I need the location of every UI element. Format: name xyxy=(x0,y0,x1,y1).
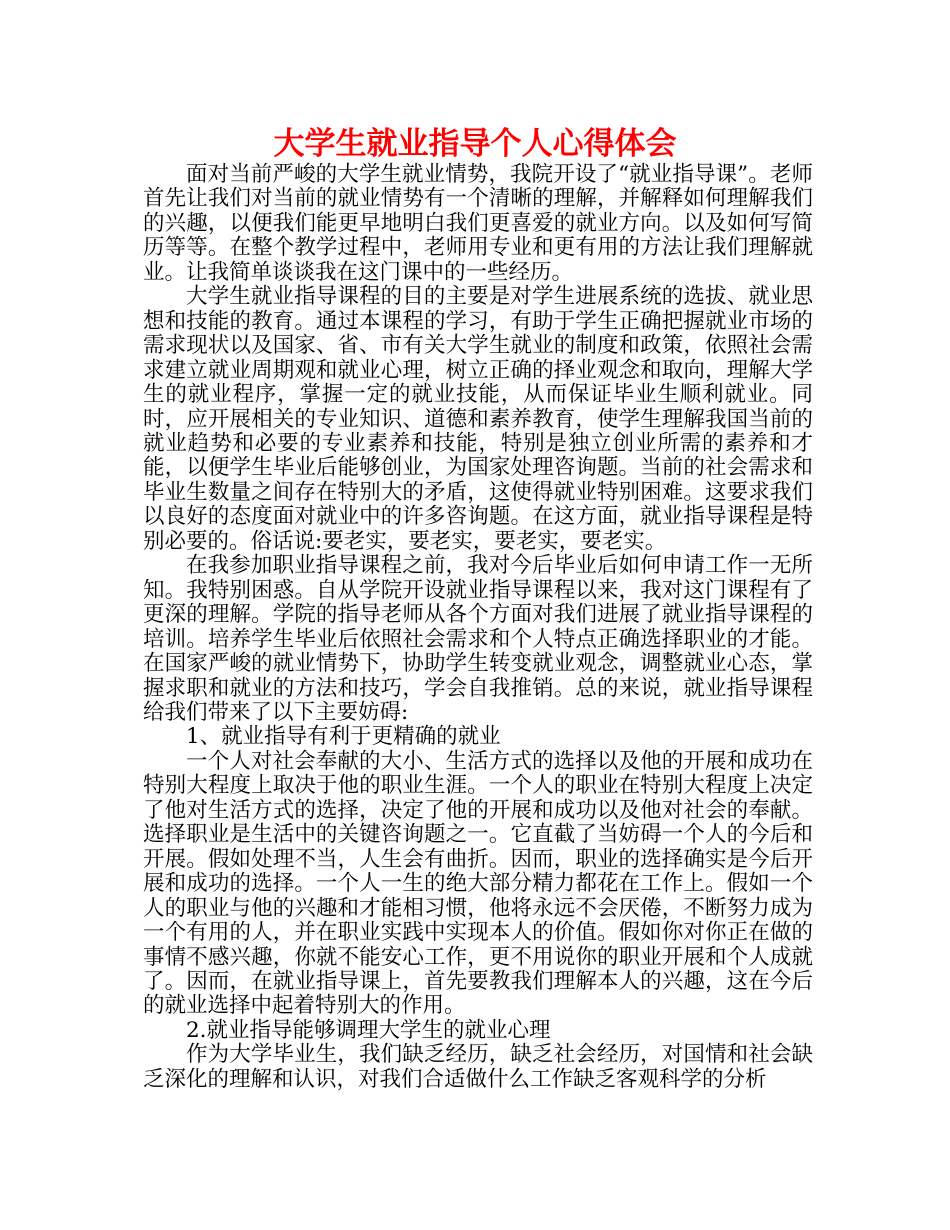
paragraph-career-choice: 一个人对社会奉献的大小、生活方式的选择以及他的开展和成功在特别大程度上取决于他的职业生涯。一个人的职业在特别大程度上决定了他对生活方式的选择，决定了他的开展和成功以及他对社会的奉献。选择职业是生活中的关键咨询题之一。它直截了当妨碍一个人的今后和开展。假如处理不当，人生会有曲折。因而，职业的选择确实是今后开展和成功的选择。一个人一生的绝大部分精力都花在工作上。假如一个人的职业与他的兴趣和才能相习惯，他将永远不会厌倦，不断努力成为一个有用的人，并在职业实践中实现本人的价值。假如你对你正在做的事情不感兴趣，你就不能安心工作，更不用说你的职业开展和个人成就了。因而，在就业指导课上，首先要教我们理解本人的兴趣，这在今后的就业选择中起着特别大的作用。 xyxy=(143,748,813,1019)
document-body xyxy=(143,163,813,1092)
section-heading-2: 2.就业指导能够调理大学生的就业心理 xyxy=(186,1017,551,1043)
paragraph-intro: 面对当前严峻的大学生就业情势，我院开设了“就业指导课”。老师首先让我们对当前的就业情势有一个清晰的理解，并解释如何理解我们的兴趣，以便我们能更早地明白我们更喜爱的就业方向。以及如何写简历等等。在整个教学过程中，老师用专业和更有用的方法让我们理解就业。让我简单谈谈我在这门课中的一些经历。 xyxy=(143,162,813,285)
paragraph-graduate-experience: 作为大学毕业生，我们缺乏经历，缺乏社会经历，对国情和社会缺乏深化的理解和认识，对我们合适做什么工作缺乏客观科学的分析 xyxy=(143,1042,813,1092)
paragraph-before-course: 在我参加职业指导课程之前，我对今后毕业后如何申请工作一无所知。我特别困惑。自从学院开设就业指导课程以来，我对这门课程有了更深的理解。学院的指导老师从各个方面对我们进展了就业指导课程的培训。培养学生毕业后依照社会需求和个人特点正确选择职业的才能。在国家严峻的就业情势下，协助学生转变就业观念，调整就业心态，掌握求职和就业的方法和技巧，学会自我推销。总的来说，就业指导课程给我们带来了以下主要妨碍: xyxy=(143,553,813,725)
section-heading-1: 1、就业指导有利于更精确的就业 xyxy=(186,724,501,750)
document-title: 大学生就业指导个人心得体会 xyxy=(273,126,677,162)
paragraph-course-purpose: 大学生就业指导课程的目的主要是对学生进展系统的选拔、就业思想和技能的教育。通过本课程的学习，有助于学生正确把握就业市场的需求现状以及国家、省、市有关大学生就业的制度和政策，依照社会需求建立就业周期观和就业心理，树立正确的择业观念和取向，理解大学生的就业程序，掌握一定的就业技能，从而保证毕业生顺利就业。同时，应开展相关的专业知识、道德和素养教育，使学生理解我国当前的就业趋势和必要的专业素养和技能，特别是独立创业所需的素养和才能，以便学生毕业后能够创业，为国家处理咨询题。当前的社会需求和毕业生数量之间存在特别大的矛盾，这使得就业特别困难。这要求我们以良好的态度面对就业中的许多咨询题。在这方面，就业指导课程是特别必要的。俗话说:要老实，要老实，要老实，要老实。 xyxy=(143,284,813,554)
